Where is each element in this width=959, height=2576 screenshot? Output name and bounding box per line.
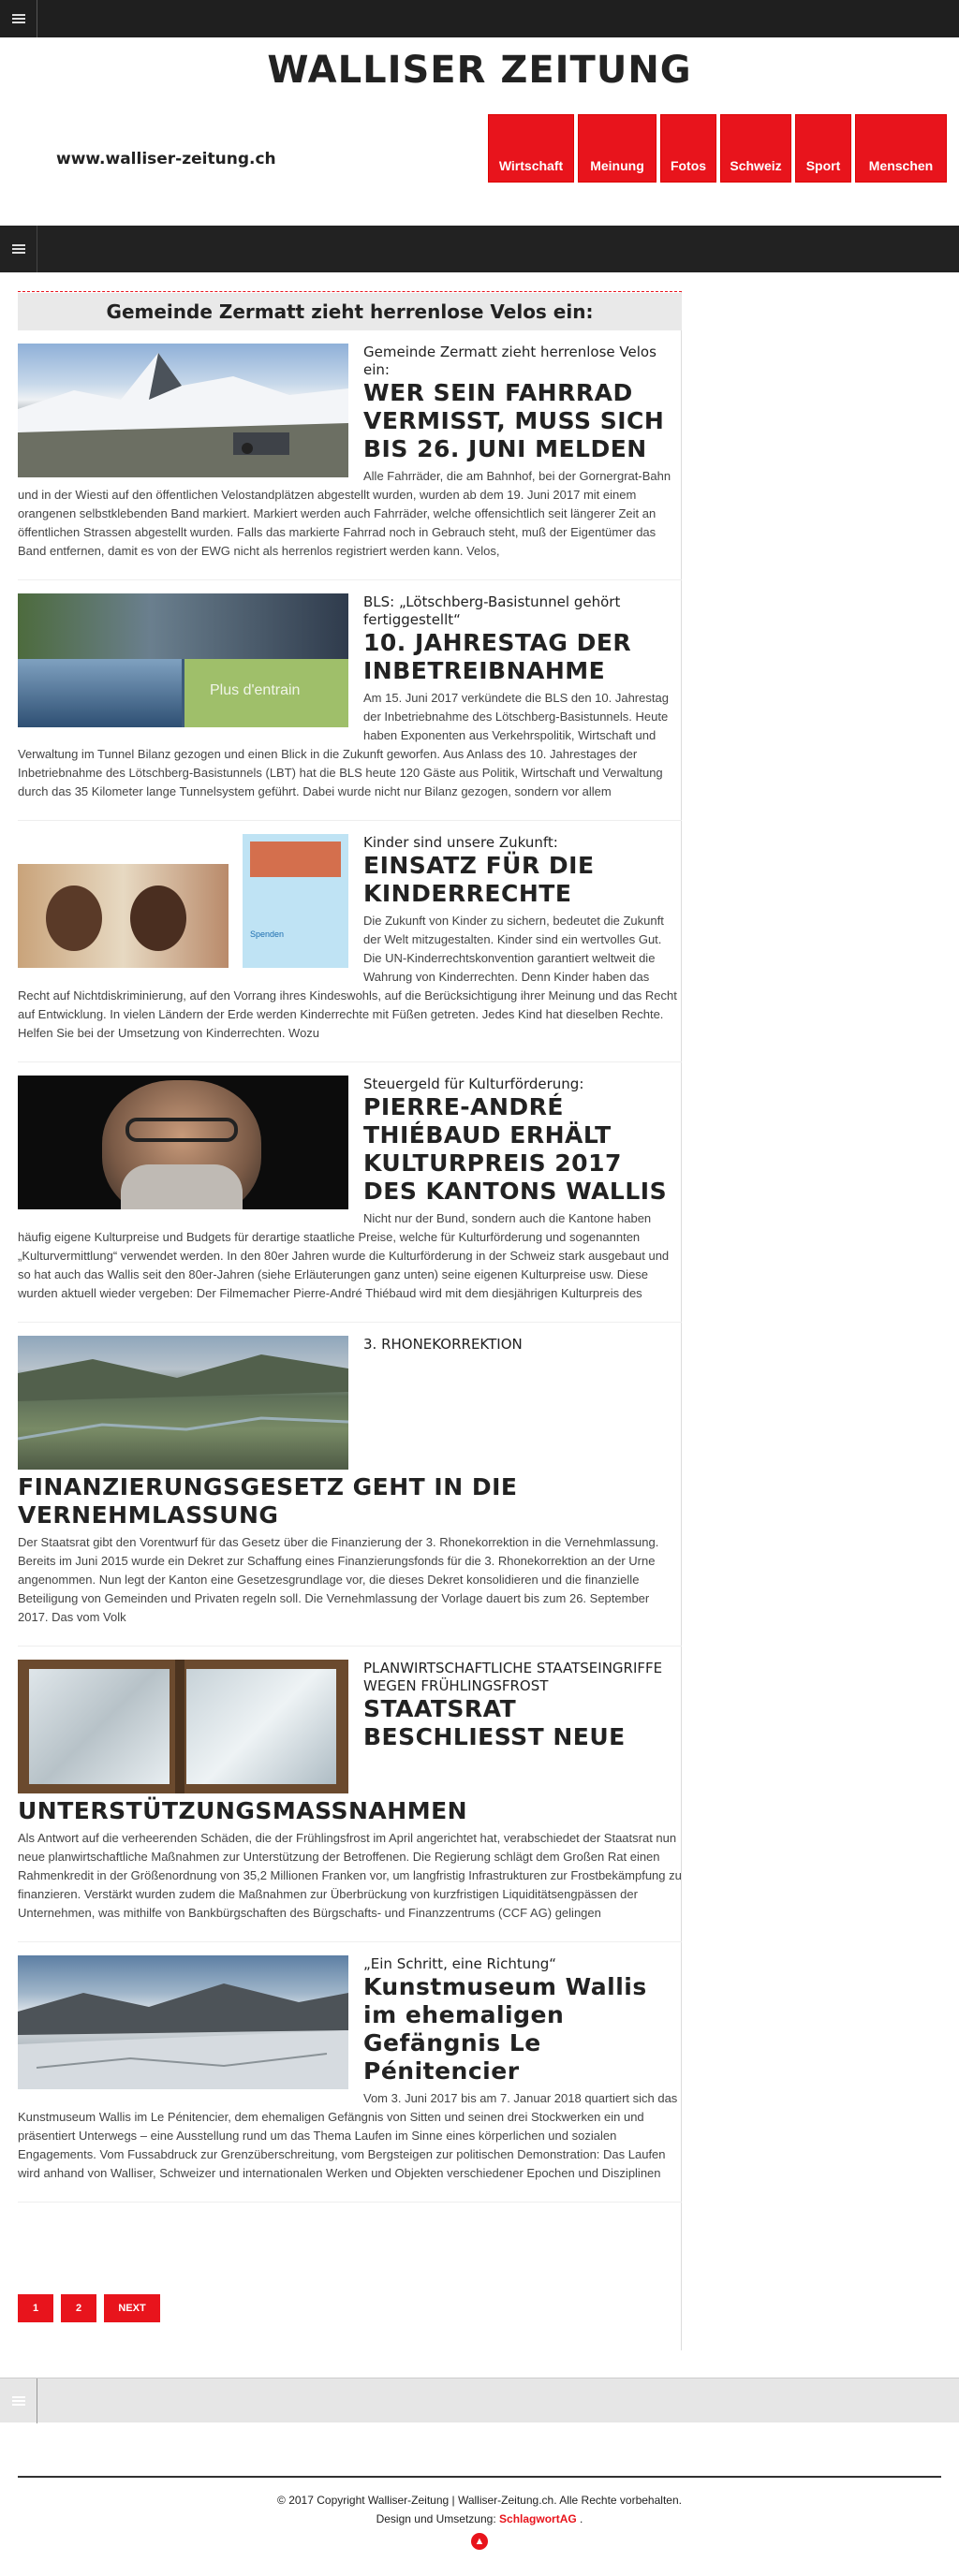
article-kulturpreis bbox=[18, 1076, 682, 1323]
page-1-button[interactable]: 1 bbox=[18, 2294, 53, 2322]
category-nav bbox=[488, 114, 947, 185]
site-url[interactable]: www.walliser-zeitung.ch bbox=[56, 150, 276, 168]
article-fruehlingsfrost bbox=[18, 1660, 682, 1942]
article-excerpt: Am 15. Juni 2017 verkündete die BLS den 10. Jahrestag der Inbetriebnahme des Lötschberg-Basistunnels. Heute haben Exponenten aus Verkehrspolitik, Wirtschaft und Verwaltung im Tunnel Bilanz gezogen und einen Blick in die Zukunft geworfen. Aus Anlass des 10. Jahrestages der Inbetriebnahme des Lötschberg-Basistunnels (LBT) hat die BLS heute 120 Gäste aus Politik, Wirtschaft und Verwaltung durch das 35 Kilometer lange Tunnelsystem geführt. Dabei wurde nicht nur Bilanz gezogen, sondern vor allem bbox=[18, 691, 669, 798]
article-kicker: „Ein Schritt, eine Richtung“ bbox=[363, 1955, 557, 1972]
hamburger-icon bbox=[12, 2396, 25, 2398]
nav-schweiz[interactable]: Schweiz bbox=[720, 114, 791, 185]
copyright-text: © 2017 Copyright Walliser-Zeitung | Walliser-Zeitung.ch. Alle Rechte vorbehalten. bbox=[277, 2494, 682, 2507]
article-kicker: PLANWIRTSCHAFTLICHE STAATSEINGRIFFE WEGEN FRÜHLINGSFROST bbox=[363, 1660, 663, 1694]
nav-sport[interactable]: Sport bbox=[795, 114, 851, 185]
article-image-portrait[interactable] bbox=[18, 1076, 348, 1209]
article-image-valley[interactable] bbox=[18, 1336, 348, 1470]
nav-wirtschaft[interactable]: Wirtschaft bbox=[488, 114, 574, 185]
nav-fotos[interactable]: Fotos bbox=[660, 114, 716, 185]
main-menu-toggle[interactable] bbox=[0, 226, 37, 272]
footer-copyright bbox=[0, 2491, 959, 2528]
article-headline[interactable]: FINANZIERUNGSGESETZ GEHT IN DIE VERNEHMLASSUNG bbox=[18, 1473, 518, 1529]
article-kicker: 3. RHONEKORREKTION bbox=[363, 1336, 523, 1353]
hamburger-icon bbox=[12, 14, 25, 16]
article-headline[interactable]: EINSATZ FÜR DIE KINDERRECHTE bbox=[363, 852, 595, 907]
article-image-bls[interactable] bbox=[18, 593, 348, 727]
article-kicker: BLS: „Lötschberg-Basistunnel gehört fertiggestellt“ bbox=[363, 593, 621, 628]
article-kicker: Kinder sind unsere Zukunft: bbox=[363, 834, 558, 851]
image-caption: Plus d'entrain bbox=[210, 682, 301, 698]
article-excerpt: Als Antwort auf die verheerenden Schäden, die der Frühlingsfrost im April angerichtet hat, verabschiedet der Staatsrat nun neue planwirtschaftliche Maßnahmen zur Unterstützung der Betroffenen. Die Regierung schlägt dem Großen Rat einen Rahmenkredit in der Größenordnung von 35,2 Millionen Franken vor, um langfristig Infrastrukturen zur Frostbekämpfung zu finanzieren. Verstärkt wurden zudem die Maßnahmen zur Überbrückung von kurzfristigen Liquiditätsengpässen der Unternehmen, was mithilfe von Bankbürgschaften des Bürgschafts- und Finanzzentrums (CCF AG) gelingen bbox=[18, 1831, 682, 1920]
design-link[interactable]: SchlagwortAG bbox=[499, 2512, 577, 2525]
article-headline[interactable]: 10. JAHRESTAG DER INBETREIBNAHME bbox=[363, 629, 632, 684]
article-zermatt-velos bbox=[18, 344, 682, 580]
top-menu-toggle[interactable] bbox=[0, 0, 37, 37]
page-2-button[interactable]: 2 bbox=[61, 2294, 96, 2322]
article-bls-jahrestag bbox=[18, 593, 682, 821]
article-kunstmuseum bbox=[18, 1955, 682, 2203]
back-to-top-icon[interactable]: ▲ bbox=[471, 2533, 488, 2550]
nav-meinung[interactable]: Meinung bbox=[578, 114, 657, 185]
article-image-mountains[interactable] bbox=[18, 344, 348, 477]
design-label: Design und Umsetzung: bbox=[376, 2512, 496, 2525]
article-headline[interactable]: STAATSRAT BESCHLIESST NEUE UNTERSTÜTZUNGSMASSNAHMEN bbox=[18, 1695, 626, 1824]
footer-divider bbox=[18, 2476, 941, 2478]
article-kicker: Gemeinde Zermatt zieht herrenlose Velos ein: bbox=[363, 344, 657, 378]
article-image-glacier[interactable] bbox=[18, 1955, 348, 2089]
top-bar bbox=[0, 0, 959, 37]
article-excerpt: Der Staatsrat gibt den Vorentwurf für das Gesetz über die Finanzierung der 3. Rhonekorrektion in die Vernehmlassung. Bereits im Juni 2015 wurde ein Dekret zur Schaffung eines Finanzierungsfonds für die 3. Rhonekorrektion an der Urne angenommen. Nun legt der Kanton eine Gesetzesgrundlage vor, die dieses Dekret konsolidieren und die finanzielle Beteiligung von Gemeinden und Privaten regeln soll. Die Vernehmlassung der Vorlage dauert bis zum 26. September 2017. Das vom Volk bbox=[18, 1535, 659, 1624]
article-kicker: Steuergeld für Kulturförderung: bbox=[363, 1076, 584, 1092]
article-excerpt: Nicht nur der Bund, sondern auch die Kantone haben häufig eigene Kulturpreise und Budgets für derartige staatliche Preise, welche für Kulturförderung und sogenannten „Kulturvermittlung“ verwendet werden. In den 80er Jahren wurde die Kulturförderung in der Schweiz stark ausgebaut und so hat auch das Wallis seit den 80er-Jahren (siehe Erläuterungen ganz unten) seine eigenen Kulturpreise usw. Diese wurden aktuell wieder vergeben: Der Filmemacher Pierre-André Thiébaud wird mit dem diesjährigen Kulturpreis des bbox=[18, 1211, 670, 1300]
footer-menu-toggle[interactable] bbox=[0, 2378, 37, 2423]
pagination bbox=[18, 2294, 160, 2322]
article-kinderrechte bbox=[18, 834, 682, 1062]
article-list bbox=[18, 291, 682, 2216]
article-image-children[interactable] bbox=[18, 834, 348, 968]
article-headline[interactable]: Kunstmuseum Wallis im ehemaligen Gefängnis Le Pénitencier bbox=[363, 1973, 647, 2085]
nav-menschen[interactable]: Menschen bbox=[855, 114, 947, 185]
image-caption: Spenden bbox=[250, 929, 285, 939]
article-excerpt: Alle Fahrräder, die am Bahnhof, bei der Gornergrat-Bahn und in der Wiesti auf den öffentlichen Velostandplätzen abgestellt wurden, wurden ab dem 19. Juni 2017 mit einem orangenen selbstklebenden Band markiert. Markiert werden auch Fahrräder, welche offensichtlich seit längerer Zeit an öffentlichen Strassen abgestellt wurden. Falls das markierte Fahrrad noch in Gebrauch steht, muß der Eigentümer das Band entfernen, damit es von der EWG nicht als herrenlos registriert werden kann. Velos, bbox=[18, 469, 671, 558]
article-headline[interactable]: WER SEIN FAHRRAD VERMISST, MUSS SICH BIS 26. JUNI MELDEN bbox=[363, 379, 665, 462]
article-excerpt: Die Zukunft von Kinder zu sichern, bedeutet die Zukunft der Welt mitzugestalten. Kinder sind ein wertvolles Gut. Die UN-Kinderrechtskonvention garantiert weltweit die Wahrung von Kinderrechten. Denn Kinder haben das Recht auf Nichtdiskriminierung, auf den Vorrang ihres Kindeswohls, auf die Berücksichtigung ihrer Meinung und das Recht auf Entwicklung. In vielen Ländern der Erde werden Kinderrechte mit Füßen getreten. Jedes Kind hat dieselben Rechte. Helfen Sie bei der Umsetzung von Kinderrechten. Wozu bbox=[18, 914, 677, 1040]
article-headline[interactable]: PIERRE-ANDRÉ THIÉBAUD ERHÄLT KULTURPREIS 2017 DES KANTONS WALLIS bbox=[363, 1093, 668, 1205]
article-rhonekorrektion bbox=[18, 1336, 682, 1647]
hamburger-icon bbox=[12, 244, 25, 246]
next-page-button[interactable]: NEXT bbox=[104, 2294, 160, 2322]
article-excerpt: Vom 3. Juni 2017 bis am 7. Januar 2018 quartiert sich das Kunstmuseum Wallis im Le Pénitencier, dem ehemaligen Gefängnis von Sitten und seinen drei Stockwerken ein und präsentiert Unterwegs – eine Ausstellung rund um das Thema Laufen im Sinne eines körperlichen und sozialen Engagements. Vom Fussabdruck zur Grenzüberschreitung, vom Bergsteigen zur politischen Demonstration: Das Laufen wird anhand von Walliser, Schweizer und internationalen Werken und Objekten verschiedener Epochen und Disziplinen bbox=[18, 2091, 678, 2180]
footer-bar bbox=[0, 2378, 959, 2422]
site-title[interactable]: WALLISER ZEITUNG bbox=[267, 49, 692, 92]
main-nav-bar bbox=[0, 226, 959, 272]
section-title: Gemeinde Zermatt zieht herrenlose Velos ein: bbox=[18, 293, 682, 330]
design-suffix: . bbox=[580, 2512, 583, 2525]
article-image-frost-window[interactable] bbox=[18, 1660, 348, 1793]
